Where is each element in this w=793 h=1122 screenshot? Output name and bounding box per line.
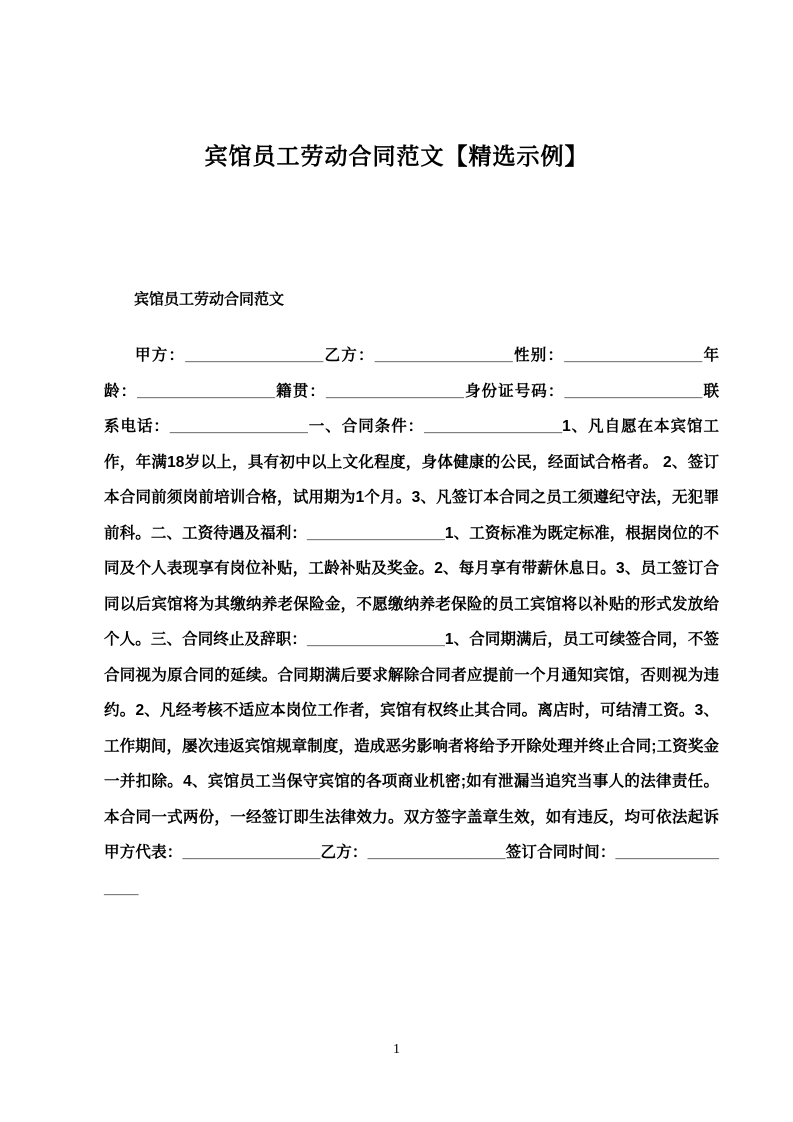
document-subtitle: 宾馆员工劳动合同范文 <box>134 291 285 308</box>
contract-body-paragraph: 甲方：________________乙方：________________性别：________________年龄：________________籍贯：________________身份证号码：________________联系电话：________________一、合同条件：________________1、凡自愿在本宾馆工作，年满18岁以上，具有初中以上文化程度，身体健康的公民，经面试合格者。 2、签订本合同前须岗前培训合格，试用期为1个月。3、凡签订本合同之员工须遵纪守法，无犯罪前科。二、工资待遇及福利：________________1、工资标准为既定标准，根据岗位的不同及个人表现享有岗位补贴，工龄补贴及奖金。2、每月享有带薪休息日。3、员工签订合同以后宾馆将为其缴纳养老保险金，不愿缴纳养老保险的员工宾馆将以补贴的形式发放给个人。三、合同终止及辞职：________________1、合同期满后，员工可续签合同，不签合同视为原合同的延续。合同期满后要求解除合同者应提前一个月通知宾馆，否则视为违约。2、凡经考核不适应本岗位工作者，宾馆有权终止其合同。离店时，可结清工资。3、工作期间，屡次违返宾馆规章制度，造成恶劣影响者将给予开除处理并终止合同;工资奖金一并扣除。4、宾馆员工当保守宾馆的各项商业机密;如有泄漏当追究当事人的法律责任。本合同一式两份，一经签订即生法律效力。双方签字盖章生效，如有违反，均可依法起诉甲方代表：________________乙方：________________签订合同时间：________________ <box>104 347 719 897</box>
document-title: 宾馆员工劳动合同范文【精选示例】 <box>204 143 589 169</box>
page-number: 1 <box>393 1042 400 1057</box>
